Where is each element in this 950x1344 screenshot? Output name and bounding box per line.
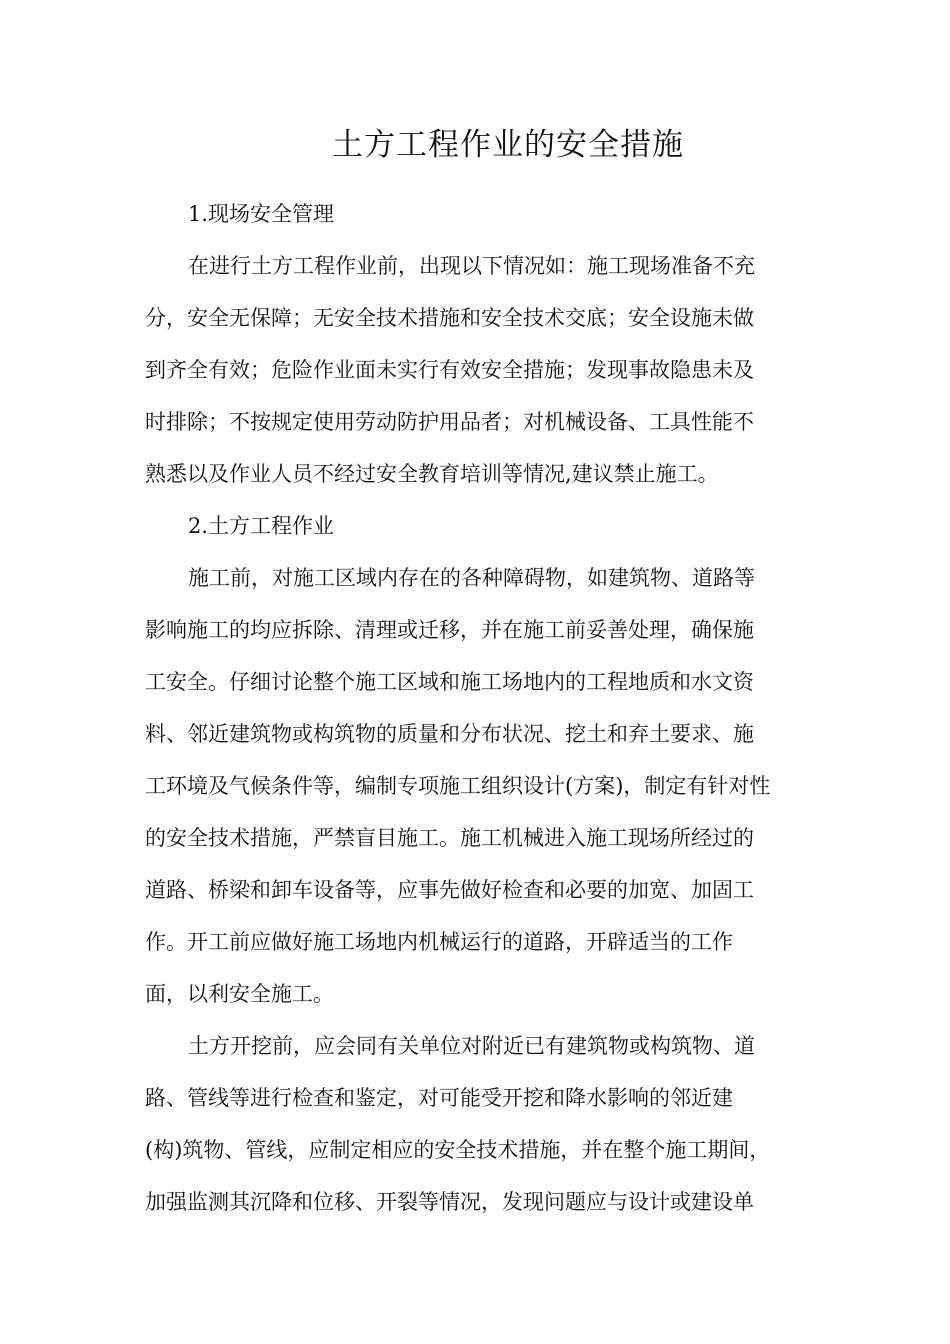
paragraph-line: 料、邻近建筑物或构筑物的质量和分布状况、挖土和弃土要求、施 [145, 722, 754, 746]
paragraph-line: 作。开工前应做好施工场地内机械运行的道路，开辟适当的工作 [145, 930, 733, 954]
paragraph-line: 路、管线等进行检查和鉴定，对可能受开挖和降水影响的邻近建 [145, 1086, 733, 1110]
document-title: 土方工程作业的安全措施 [332, 127, 684, 163]
paragraph-line: 工安全。仔细讨论整个施工区域和施工场地内的工程地质和水文资 [145, 670, 754, 694]
paragraph-line: (构)筑物、管线，应制定相应的安全技术措施，并在整个施工期间， [145, 1138, 771, 1162]
paragraph-line: 施工前，对施工区域内存在的各种障碍物，如建筑物、道路等 [188, 566, 755, 590]
paragraph-line: 时排除；不按规定使用劳动防护用品者；对机械设备、工具性能不 [145, 410, 754, 434]
paragraph-line: 影响施工的均应拆除、清理或迁移，并在施工前妥善处理，确保施 [145, 618, 754, 642]
paragraph-line: 到齐全有效；危险作业面未实行有效安全措施；发现事故隐患未及 [145, 358, 754, 382]
paragraph-line: 的安全技术措施，严禁盲目施工。施工机械进入施工现场所经过的 [145, 826, 754, 850]
paragraph-line: 土方开挖前，应会同有关单位对附近已有建筑物或构筑物、道 [188, 1034, 755, 1058]
paragraph-line: 熟悉以及作业人员不经过安全教育培训等情况,建议禁止施工。 [145, 462, 719, 486]
section-heading-1: 1.现场安全管理 [188, 202, 335, 226]
paragraph-line: 面，以利安全施工。 [145, 982, 334, 1006]
paragraph-line: 加强监测其沉降和位移、开裂等情况，发现问题应与设计或建设单 [145, 1190, 754, 1214]
paragraph-line: 在进行土方工程作业前，出现以下情况如：施工现场准备不充 [188, 254, 755, 278]
paragraph-line: 工环境及气候条件等，编制专项施工组织设计(方案)，制定有针对性 [145, 774, 771, 798]
paragraph-line: 道路、桥梁和卸车设备等，应事先做好检查和必要的加宽、加固工 [145, 878, 754, 902]
section-heading-2: 2.土方工程作业 [188, 514, 335, 538]
paragraph-line: 分，安全无保障；无安全技术措施和安全技术交底；安全设施未做 [145, 306, 754, 330]
